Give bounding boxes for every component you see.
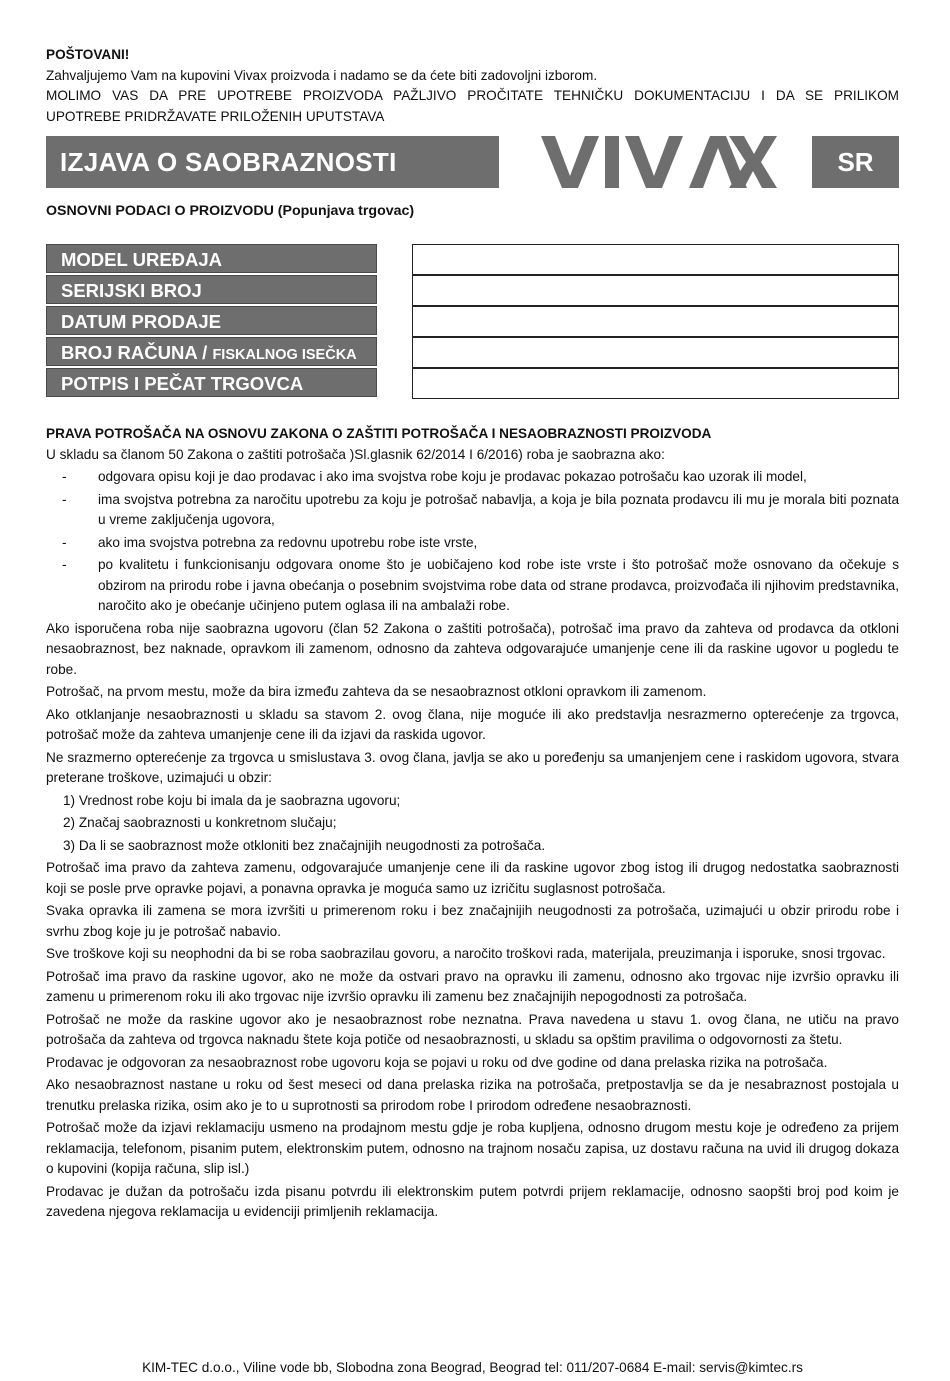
- field-input-receipt[interactable]: [412, 337, 899, 368]
- field-label-serial: SERIJSKI BROJ: [46, 275, 377, 304]
- notice-line-1: MOLIMO VAS DA PRE UPOTREBE PROIZVODA PAŽLJIVO PROČITATE TEHNIČKU DOKUMENTACIJU I DA SE PRILIKOM: [46, 88, 899, 103]
- numbered-item: 2) Značaj saobraznosti u konkretnom slučaju;: [63, 815, 337, 830]
- intro-block: [46, 45, 899, 127]
- field-label-receipt-small: FISKALNOG ISEČKA: [212, 347, 357, 363]
- paragraph: Sve troškove koji su neophodni da bi se roba saobrazilau govoru, a naročito troškovi rada, materijala, preuzimanja i isporuke, snosi trgovac.: [46, 946, 886, 961]
- list-item: - odgovara opisu koji je dao prodavac i ako ima svojstva robe koju je prodavac pokazao potrošaču kao uzorak ili model,: [62, 469, 807, 484]
- field-label-date: DATUM PRODAJE: [46, 306, 377, 335]
- field-row-signature: [46, 368, 899, 399]
- paragraph: Potrošač ima pravo da raskine ugovor, ako ne može da ostvari pravo na opravku ili zamenu, odnosno ako trgovac nije izvršio opravku ili zamenu u primerenom roku ili ako trgovac nije izvršio opravku ili zamenu bez značajnijih nepogodnosti za potrošača.: [46, 968, 899, 1004]
- field-input-model[interactable]: [412, 244, 899, 275]
- paragraph: Ako isporučena roba nije saobrazna ugovoru (član 52 Zakona o zaštiti potrošača), potrošač ima pravo da zahteva od prodavca da otkloni nesaobraznost, bez naknade, opravkom ili zamenom, odnosno da zahteva odgovarajuće umanjenje cene ili da raskine ugovor u pogledu te robe.: [46, 620, 899, 677]
- greeting: POŠTOVANI!: [46, 47, 130, 62]
- paragraph: Potrošač može da izjavi reklamaciju usmeno na prodajnom mestu gdje je roba kupljena, odnosno drugom mestu koje je određeno za prijem reklamacija, telefonom, pisanim putem, elektronskim putem, odnosno na trajnom nosaču zapisa, uz dostavu računa na uvid ili drugog dokaza o kupovini (kopija računa, slip isl.): [46, 1120, 899, 1176]
- paragraph: Potrošač ne može da raskine ugovor ako je nesaobraznost robe neznatna. Prava navedena u stavu 1. ovog člana, ne utiču na pravo potrošača da zahteva od trgovca naknadu štete koja potiče od nesaobraznosti, u skladu sa opštim pravilima o odgovornosti za štetu.: [46, 1011, 899, 1047]
- thanks-text: Zahvaljujemo Vam na kupovini Vivax proizvoda i nadamo se da ćete biti zadovoljni izborom.: [46, 67, 598, 83]
- consumer-rights-section: [46, 424, 899, 1225]
- field-row-serial: [46, 275, 899, 306]
- document-title: IZJAVA O SAOBRAZNOSTI: [46, 136, 499, 188]
- conformity-list: [46, 467, 899, 617]
- basic-info-heading: OSNOVNI PODACI O PROIZVODU (Popunjava trgovac): [46, 203, 415, 219]
- list-item: - ako ima svojstva potrebna za redovnu upotrebu robe iste vrste,: [62, 534, 478, 550]
- paragraph: Prodavac je odgovoran za nesaobraznost robe ugovoru koja se pojavi u roku od dve godine od dana prelaska rizika na potrošača.: [46, 1054, 828, 1070]
- paragraph: Ako otklanjanje nesaobraznosti u skladu sa stavom 2. ovog člana, nije moguće ili ako predstavlja nesrazmerno opterećenje za trgovca, potrošač može da zahteva umanjenje cene ili da izjavi da raskida ugovor.: [46, 706, 899, 742]
- paragraph: Ne srazmerno opterećenje za trgovca u smislustava 3. ovog člana, javlja se ako u poređenju sa umanjenjem cene i raskidom ugovora, stvara preterane troškove, uzimajući u obzir:: [46, 749, 899, 785]
- list-item: - ima svojstva potrebna za naročitu upotrebu za koju je potrošač nabavlja, a koja je bila poznata prodavcu ili mu je morala biti poznata u vreme zaključenja ugovora,: [62, 491, 899, 527]
- language-badge: SR: [812, 136, 899, 188]
- field-row-date: [46, 306, 899, 337]
- rights-heading: PRAVA POTROŠAČA NA OSNOVU ZAKONA O ZAŠTITI POTROŠAČA I NESAOBRAZNOSTI PROIZVODA: [46, 426, 712, 441]
- paragraph: Prodavac je dužan da potrošaču izda pisanu potvrdu ili elektronskim putem potvrdi prijem reklamacije, odnosno saopšti broj pod koim je zavedena njegova reklamacija u evidenciji primljenih reklamacija.: [46, 1183, 899, 1219]
- list-item: - po kvalitetu i funkcionisanju odgovara onome što je uobičajeno kod robe iste vrste i što potrošač može osnovano da očekuje s obzirom na prirodu robe i javna obećanja o posebnim svojstvima robe data od strane prodavca, proizvođača ili njihovim predstavnika, naročito ako je obećanje učinjeno putem oglasa ili na ambalaži robe.: [62, 557, 899, 613]
- paragraph: Potrošač ima pravo da zahteva zamenu, odgovarajuće umanjenje cene ili da raskine ugovor zbog istog ili drugog nedostatka saobraznosti koji se posle prve opravke pojavi, a ponavna opravka je moguća samo uz izričitu suglasnost potrošača.: [46, 860, 899, 896]
- field-label-receipt-main: BROJ RAČUNA /: [61, 342, 213, 363]
- paragraph: Svaka opravka ili zamena se mora izvršiti u primerenom roku i bez značajnijih neugodnosti za potrošača, uzimajući u obzir prirodu robe i svrhu zbog koje ju je potrošač nabavio.: [46, 903, 899, 939]
- footer-contact: KIM-TEC d.o.o., Viline vode bb, Slobodna zona Beograd, Beograd tel: 011/207-0684 E-mail: servis@kimtec.rs: [142, 1360, 803, 1375]
- field-row-model: [46, 244, 899, 275]
- numbered-item: 3) Da li se saobraznost može otkloniti bez značajnijih neugodnosti za potrošača.: [63, 837, 546, 853]
- notice-line-2: UPOTREBE PRIDRŽAVATE PRILOŽENIH UPUTSTAVA: [46, 108, 385, 124]
- field-input-signature[interactable]: [412, 368, 899, 399]
- vivax-logo: [541, 134, 777, 190]
- numbered-item: 1) Vrednost robe koju bi imala da je saobrazna ugovoru;: [63, 792, 401, 808]
- field-label-receipt: [46, 337, 377, 366]
- paragraph: Ako nesaobraznost nastane u roku od šest meseci od dana prelaska rizika na potrošača, pretpostavlja se da je nesabraznost postojala u trenutku prelaska rizika, osim ako je to u suprotnosti sa prirodom robe I prirodom određene nesaobraznosti.: [46, 1077, 899, 1113]
- field-input-serial[interactable]: [412, 275, 899, 306]
- paragraph: Potrošač, na prvom mestu, može da bira između zahteva da se nesaobraznost otkloni opravkom ili zamenom.: [46, 684, 707, 699]
- rights-intro: U skladu sa članom 50 Zakona o zaštiti potrošača )Sl.glasnik 62/2014 I 6/2016) roba je saobrazna ako:: [46, 446, 665, 462]
- field-label-signature: POTPIS I PEČAT TRGOVCA: [46, 368, 377, 397]
- field-input-date[interactable]: [412, 306, 899, 337]
- field-row-receipt: [46, 337, 899, 368]
- field-label-model: MODEL UREĐAJA: [46, 244, 377, 273]
